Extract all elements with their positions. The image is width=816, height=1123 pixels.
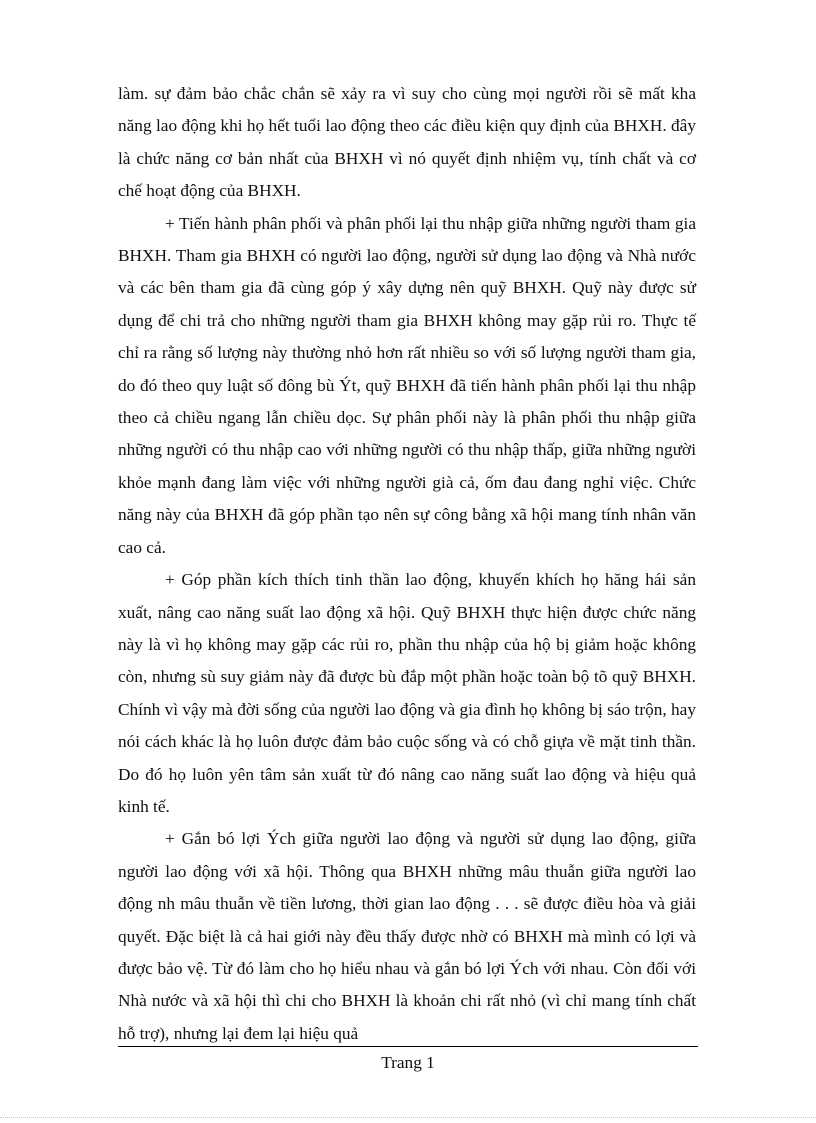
footer-divider xyxy=(118,1046,698,1047)
page-body xyxy=(118,78,696,1050)
page-number: Trang 1 xyxy=(381,1053,435,1072)
paragraph-shared-interests: + Gắn bó lợi Ých giữa người lao động và người sử dụng lao động, giữa người lao động với xã hội. Thông qua BHXH những mâu thuẫn giữa người lao động nh mâu thuẫn về tiền lương, thời gian lao động . . . sẽ được điều hòa và giải quyết. Đặc biệt là cả hai giới này đều thấy được nhờ có BHXH mà mình có lợi và được bảo vệ. Từ đó làm cho họ hiểu nhau và gắn bó lợi Ých với nhau. Còn đối với Nhà nước và xã hội thì chi cho BHXH là khoản chi rất nhỏ (vì chỉ mang tính chất hỗ trợ), nhưng lại đem lại hiệu quả xyxy=(118,829,696,1043)
paragraph-continuation: làm. sự đảm bảo chắc chắn sẽ xảy ra vì suy cho cùng mọi người rồi sẽ mất kha năng lao động khi họ hết tuổi lao động theo các điều kiện quy định của BHXH. đây là chức năng cơ bản nhất của BHXH vì nó quyết định nhiệm vụ, tính chất và cơ chế hoạt động của BHXH. xyxy=(118,84,696,201)
paragraph-income-redistribution: + Tiến hành phân phối và phân phối lại thu nhập giữa những người tham gia BHXH. Tham gia BHXH có người lao động, người sử dụng lao động và Nhà nước và các bên tham gia đã cùng góp ý xây dựng nên quỹ BHXH. Quỹ này được sử dụng để chi trả cho những người tham gia BHXH không may gặp rủi ro. Thực tế chỉ ra rằng số lượng này thường nhỏ hơn rất nhiều so với số lượng người tham gia, do đó theo quy luật số đông bù Ýt, quỹ BHXH đã tiến hành phân phối lại thu nhập theo cả chiều ngang lẫn chiều dọc. Sự phân phối này là phân phối thu nhập giữa những người có thu nhập cao với những người có thu nhập thấp, giữa những người khỏe mạnh đang làm việc với những người già cả, ốm đau đang nghỉ việc. Chức năng này của BHXH đã góp phần tạo nên sự công bằng xã hội mang tính nhân văn cao cả. xyxy=(118,213,696,557)
page-bottom-border xyxy=(0,1117,816,1118)
paragraph-labor-stimulation: + Góp phần kích thích tinh thần lao động, khuyến khích họ hăng hái sản xuất, nâng cao năng suất lao động xã hội. Quỹ BHXH thực hiện được chức năng này là vì họ không may gặp các rủi ro, phần thu nhập của hộ bị giảm hoặc không còn, nhưng sù suy giảm này đã được bù đắp một phần hoặc toàn bộ tõ quỹ BHXH. Chính vì vậy mà đời sống của người lao động và gia đình họ không bị sáo trộn, hay nói cách khác là họ luôn được đảm bảo cuộc sống và có chỗ giựa về mặt tinh thần. Do đó họ luôn yên tâm sản xuất từ đó nâng cao năng suất lao động và hiệu quả kinh tế. xyxy=(118,570,696,816)
